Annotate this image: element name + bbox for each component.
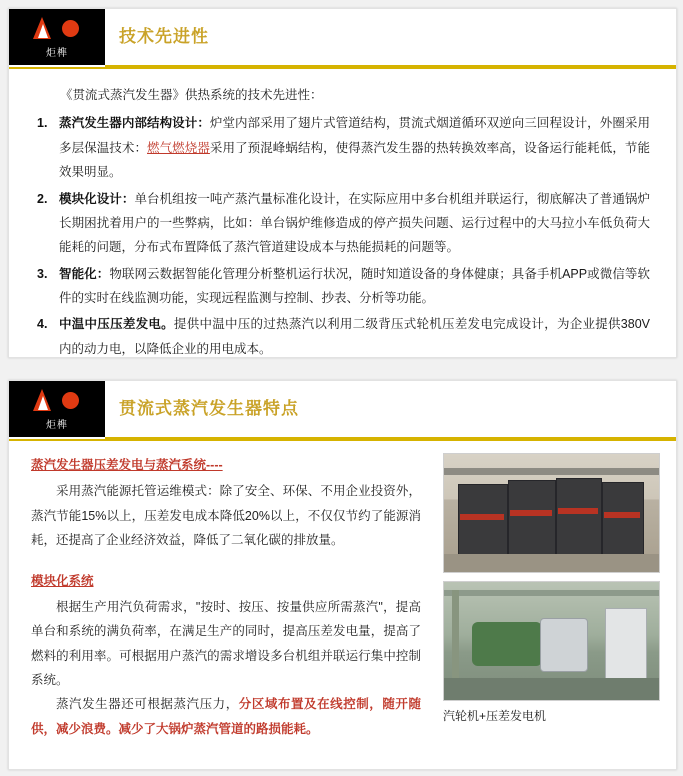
section2-text-column xyxy=(31,453,421,741)
paragraph-power-generation: 采用蒸汽能源托管运维模式：除了安全、环保、不用企业投资外，蒸汽节能15%以上，压差发电成本降低20%以上，不仅仅节约了能源消耗，还提高了企业经济效益，降低了二氧化碳的排放量。 xyxy=(31,484,421,548)
brand-name: 炬榫 xyxy=(46,47,68,59)
section1-header xyxy=(9,9,676,69)
paragraph-modular-2-highlight: 分区域布置及在线控制，随开随供，减少浪费。减少了大锅炉蒸汽管道的路损能耗。 xyxy=(31,697,421,736)
photo-block-turbine xyxy=(443,581,658,725)
feature-text-cont: 采用了预混峰蜗结构，使得蒸汽发生器的热转换效率高，设备运行能耗低，节能效果明显。 xyxy=(59,140,650,180)
paragraph-modular-1: 根据生产用汽负荷需求，"按时、按压、按量供应所需蒸汽"，提高单台和系统的满负荷率，在满足生产的同时，提高压差发电量，提高了燃料的利用率。可根据用户蒸汽的需求增设多台机组并联运行集中控制系统。 xyxy=(31,599,421,687)
paragraph-modular-2-lead: 蒸汽发生器还可根据蒸汽压力， xyxy=(56,697,239,712)
brand-logo xyxy=(9,9,105,65)
feature-term: 智能化： xyxy=(59,266,110,281)
brand-name: 炬榫 xyxy=(46,419,68,431)
list-item xyxy=(35,111,650,184)
section2-title: 贯流式蒸汽发生器特点 xyxy=(119,399,299,418)
photo-caption: 汽轮机+压差发电机 xyxy=(443,709,547,723)
feature-text: 单台机组按一吨产蒸汽量标准化设计，在实际应用中多台机组并联运行，彻底解决了普通锅炉长期困扰着用户的一些弊病，比如：单台锅炉维修造成的停产损失问题、运行过程中的大马拉小车低负荷大能耗的问题，分布式布置降低了蒸汽管道建设成本与热能损耗的问题等。 xyxy=(59,191,650,255)
subheading-modular-system: 模块化系统 xyxy=(31,573,94,588)
steam-generator-photo xyxy=(443,453,660,573)
section1-body xyxy=(9,69,676,373)
feature-text: 物联网云数据智能化管理分析整机运行状况，随时知道设备的身体健康；具备手机APP或微信等软件的实时在线监测功能，实现远程监测与控制、抄表、分析等功能。 xyxy=(59,266,650,305)
list-item xyxy=(35,262,650,311)
feature-term: 模块化设计： xyxy=(59,191,135,206)
paragraph-modular-2 xyxy=(31,692,421,741)
feature-list xyxy=(35,111,650,361)
header-divider xyxy=(105,437,676,439)
section1-title: 技术先进性 xyxy=(119,27,209,46)
flame-logo-icon xyxy=(29,388,85,414)
brand-logo xyxy=(9,381,105,437)
photo-block-steam-generator xyxy=(443,453,658,597)
feature-term: 中温中压压差发电。 xyxy=(59,317,174,332)
section2-header xyxy=(9,381,676,441)
feature-text: 炉堂内部采用了翅片式管道结构，贯流式烟道循环双逆向三回程设计，外圈采用多层保温技术： xyxy=(59,116,650,155)
feature-term: 蒸汽发生器内部结构设计： xyxy=(59,116,210,131)
feature-text: 提供中温中压的过热蒸汽以利用二级背压式轮机压差发电完成设计，为企业提供380V内的动力电，以降低企业的用电成本。 xyxy=(59,317,650,356)
header-divider xyxy=(105,65,676,67)
flame-logo-icon xyxy=(29,16,85,42)
section2-body xyxy=(9,441,676,773)
list-item xyxy=(35,187,650,260)
intro-paragraph: 《贯流式蒸汽发生器》供热系统的技术先进性： xyxy=(60,88,323,102)
feature-link[interactable]: 燃气燃烧器 xyxy=(147,140,210,155)
turbine-generator-photo xyxy=(443,581,660,701)
subheading-power-generation: 蒸汽发生器压差发电与蒸汽系统---- xyxy=(31,458,223,472)
list-item xyxy=(35,312,650,361)
section-technical-advantages xyxy=(8,8,677,358)
section-generator-features xyxy=(8,380,677,770)
